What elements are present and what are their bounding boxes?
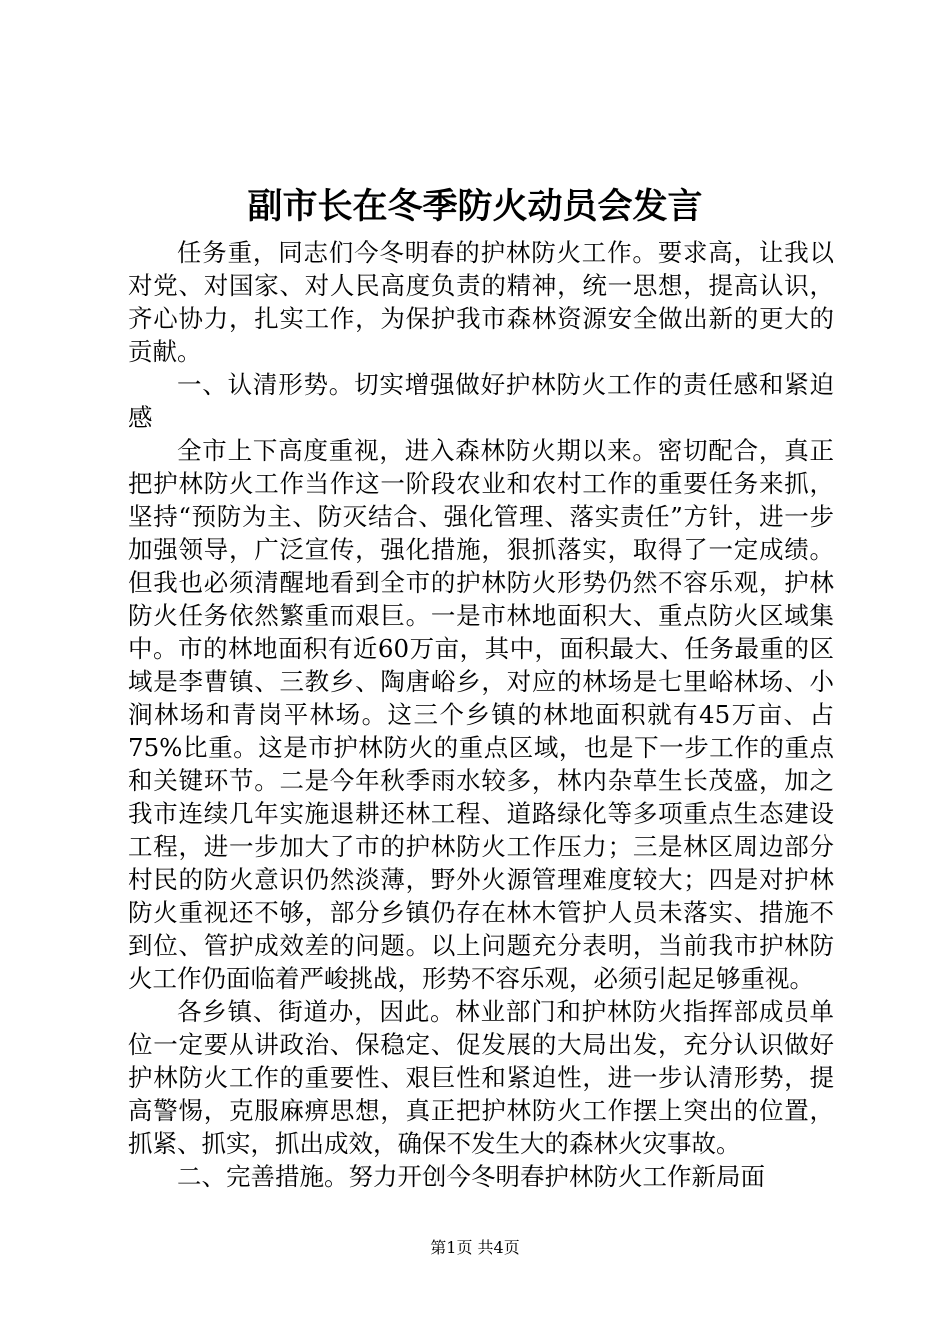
document-title: 副市长在冬季防火动员会发言 xyxy=(247,187,703,227)
paragraph-situation: 全市上下高度重视，进入森林防火期以来。密切配合，真正把护林防火工作当作这一阶段农业和农村工作的重要任务来抓，坚持“预防为主、防灭结合、强化管理、落实责任”方针，进一步加强领导，广泛宣传，强化措施，狠抓落实，取得了一定成绩。但我也必须清醒地看到全市的护林防火形势仍然不容乐观，护林防火任务依然繁重而艰巨。一是市林地面积大、重点防火区域集中。市的林地面积有近60万亩，其中，面积最大、任务最重的区域是李曹镇、三教乡、陶唐峪乡，对应的林场是七里峪林场、小涧林场和青岗平林场。这三个乡镇的林地面积就有45万亩、占75%比重。这是市护林防火的重点区域，也是下一步工作的重点和关键环节。二是今年秋季雨水较多，林内杂草生长茂盛，加之我市连续几年实施退耕还林工程、道路绿化等多项重点生态建设工程，进一步加大了市的护林防火工作压力；三是林区周边部分村民的防火意识仍然淡薄，野外火源管理难度较大；四是对护林防火重视还不够，部分乡镇仍存在林木管护人员未落实、措施不到位、管护成效差的问题。以上问题充分表明，当前我市护林防火工作仍面临着严峻挑战，形势不容乐观，必须引起足够重视。 xyxy=(128,436,834,993)
section-heading-1: 一、认清形势。切实增强做好护林防火工作的责任感和紧迫感 xyxy=(128,370,834,432)
section-heading-2: 二、完善措施。努力开创今冬明春护林防火工作新局面 xyxy=(177,1162,765,1191)
paragraph-intro: 任务重，同志们今冬明春的护林防火工作。要求高，让我以对党、对国家、对人民高度负责的精神，统一思想，提高认识，齐心协力，扎实工作，为保护我市森林资源安全做出新的更大的贡献。 xyxy=(128,238,834,366)
paragraph-requirement: 各乡镇、街道办，因此。林业部门和护林防火指挥部成员单位一定要从讲政治、保稳定、促发展的大局出发，充分认识做好护林防火工作的重要性、艰巨性和紧迫性，进一步认清形势，提高警惕，克服麻痹思想，真正把护林防火工作摆上突出的位置，抓紧、抓实，抓出成效，确保不发生大的森林火灾事故。 xyxy=(128,997,834,1158)
page-footer: 第1页 共4页 xyxy=(430,1238,520,1257)
document-body xyxy=(128,236,834,1193)
